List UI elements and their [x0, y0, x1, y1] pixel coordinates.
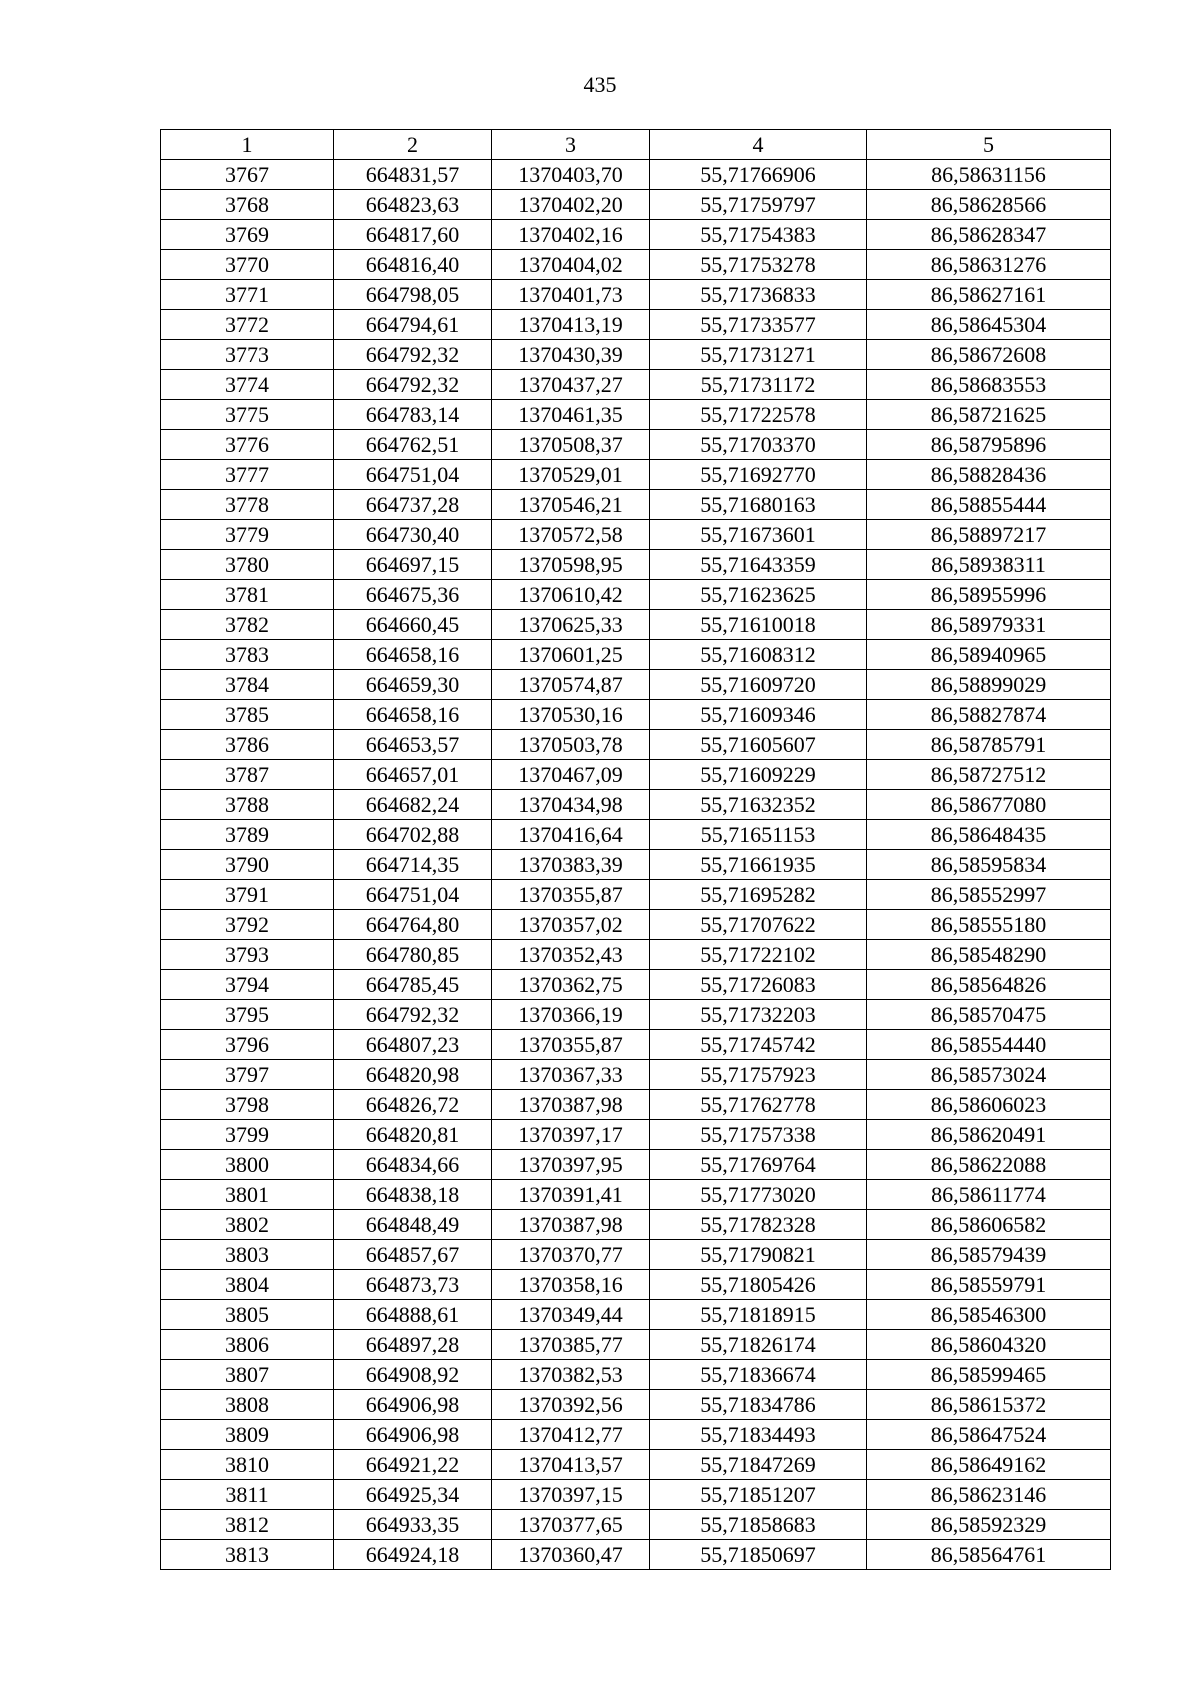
table-cell: 664794,61	[334, 310, 492, 340]
table-cell: 86,58785791	[867, 730, 1111, 760]
table-cell: 1370402,20	[492, 190, 650, 220]
table-cell: 3779	[161, 520, 334, 550]
table-cell: 55,71695282	[650, 880, 867, 910]
table-cell: 1370360,47	[492, 1540, 650, 1570]
table-cell: 664908,92	[334, 1360, 492, 1390]
table-cell: 86,58599465	[867, 1360, 1111, 1390]
table-cell: 1370437,27	[492, 370, 650, 400]
table-cell: 86,58595834	[867, 850, 1111, 880]
table-cell: 1370574,87	[492, 670, 650, 700]
table-cell: 86,58677080	[867, 790, 1111, 820]
table-cell: 1370467,09	[492, 760, 650, 790]
table-row	[161, 1540, 1111, 1570]
table-cell: 3808	[161, 1390, 334, 1420]
table-cell: 1370601,25	[492, 640, 650, 670]
table-cell: 1370529,01	[492, 460, 650, 490]
table-cell: 3800	[161, 1150, 334, 1180]
table-cell: 86,58623146	[867, 1480, 1111, 1510]
table-cell: 1370434,98	[492, 790, 650, 820]
table-cell: 3790	[161, 850, 334, 880]
table-row	[161, 520, 1111, 550]
table-cell: 55,71826174	[650, 1330, 867, 1360]
table-row	[161, 1480, 1111, 1510]
column-header-1: 1	[161, 130, 334, 160]
table-cell: 1370366,19	[492, 1000, 650, 1030]
table-row	[161, 1450, 1111, 1480]
table-cell: 3802	[161, 1210, 334, 1240]
table-cell: 1370404,02	[492, 250, 650, 280]
table-row	[161, 160, 1111, 190]
table-cell: 3805	[161, 1300, 334, 1330]
table-cell: 1370403,70	[492, 160, 650, 190]
table-cell: 55,71757923	[650, 1060, 867, 1090]
table-cell: 1370503,78	[492, 730, 650, 760]
table-cell: 3786	[161, 730, 334, 760]
table-row	[161, 1120, 1111, 1150]
table-row	[161, 1420, 1111, 1450]
table-cell: 55,71773020	[650, 1180, 867, 1210]
table-cell: 3784	[161, 670, 334, 700]
table-cell: 1370413,19	[492, 310, 650, 340]
table-cell: 3772	[161, 310, 334, 340]
table-cell: 55,71851207	[650, 1480, 867, 1510]
table-row	[161, 1150, 1111, 1180]
table-cell: 3795	[161, 1000, 334, 1030]
table-cell: 1370355,87	[492, 880, 650, 910]
table-cell: 3809	[161, 1420, 334, 1450]
table-cell: 664826,72	[334, 1090, 492, 1120]
table-cell: 664921,22	[334, 1450, 492, 1480]
table-cell: 3769	[161, 220, 334, 250]
table-row	[161, 190, 1111, 220]
table-cell: 55,71731172	[650, 370, 867, 400]
table-cell: 55,71703370	[650, 430, 867, 460]
table-row	[161, 1360, 1111, 1390]
table-cell: 55,71766906	[650, 160, 867, 190]
table-cell: 86,58554440	[867, 1030, 1111, 1060]
table-row	[161, 730, 1111, 760]
table-row	[161, 1510, 1111, 1540]
table-row	[161, 1030, 1111, 1060]
table-cell: 1370367,33	[492, 1060, 650, 1090]
table-cell: 1370416,64	[492, 820, 650, 850]
table-row	[161, 1270, 1111, 1300]
table-cell: 86,58548290	[867, 940, 1111, 970]
table-cell: 55,71632352	[650, 790, 867, 820]
table-cell: 3796	[161, 1030, 334, 1060]
table-cell: 86,58579439	[867, 1240, 1111, 1270]
table-cell: 55,71722578	[650, 400, 867, 430]
table-cell: 664657,01	[334, 760, 492, 790]
table-cell: 1370362,75	[492, 970, 650, 1000]
table-row	[161, 940, 1111, 970]
table-cell: 86,58628347	[867, 220, 1111, 250]
table-cell: 55,71836674	[650, 1360, 867, 1390]
table-cell: 1370508,37	[492, 430, 650, 460]
table-cell: 86,58606023	[867, 1090, 1111, 1120]
table-cell: 664873,73	[334, 1270, 492, 1300]
table-row	[161, 880, 1111, 910]
table-cell: 1370377,65	[492, 1510, 650, 1540]
table-cell: 1370382,53	[492, 1360, 650, 1390]
table-cell: 664798,05	[334, 280, 492, 310]
table-cell: 55,71757338	[650, 1120, 867, 1150]
table-cell: 3791	[161, 880, 334, 910]
table-row	[161, 580, 1111, 610]
table-cell: 3778	[161, 490, 334, 520]
table-cell: 86,58628566	[867, 190, 1111, 220]
table-cell: 86,58855444	[867, 490, 1111, 520]
table-cell: 55,71651153	[650, 820, 867, 850]
table-cell: 664807,23	[334, 1030, 492, 1060]
table-cell: 3797	[161, 1060, 334, 1090]
table-cell: 664823,63	[334, 190, 492, 220]
table-cell: 55,71762778	[650, 1090, 867, 1120]
table-cell: 86,58683553	[867, 370, 1111, 400]
table-cell: 55,71722102	[650, 940, 867, 970]
table-row	[161, 1000, 1111, 1030]
table-cell: 3773	[161, 340, 334, 370]
table-row	[161, 220, 1111, 250]
table-row	[161, 1090, 1111, 1120]
table-row	[161, 910, 1111, 940]
table-cell: 3780	[161, 550, 334, 580]
table-cell: 664834,66	[334, 1150, 492, 1180]
table-cell: 86,58604320	[867, 1330, 1111, 1360]
table-cell: 3813	[161, 1540, 334, 1570]
table-row	[161, 1060, 1111, 1090]
table-cell: 55,71605607	[650, 730, 867, 760]
table-row	[161, 1180, 1111, 1210]
table-cell: 1370397,15	[492, 1480, 650, 1510]
table-cell: 664906,98	[334, 1420, 492, 1450]
table-cell: 664751,04	[334, 880, 492, 910]
table-cell: 86,58899029	[867, 670, 1111, 700]
column-header-2: 2	[334, 130, 492, 160]
table-cell: 86,58559791	[867, 1270, 1111, 1300]
table-cell: 664785,45	[334, 970, 492, 1000]
table-cell: 1370357,02	[492, 910, 650, 940]
table-cell: 664653,57	[334, 730, 492, 760]
table-cell: 55,71759797	[650, 190, 867, 220]
table-cell: 664820,98	[334, 1060, 492, 1090]
table-cell: 664888,61	[334, 1300, 492, 1330]
table-cell: 664658,16	[334, 640, 492, 670]
table-row	[161, 460, 1111, 490]
table-header	[161, 130, 1111, 160]
table-cell: 86,58649162	[867, 1450, 1111, 1480]
table-cell: 1370352,43	[492, 940, 650, 970]
table-cell: 1370355,87	[492, 1030, 650, 1060]
table-cell: 1370430,39	[492, 340, 650, 370]
table-cell: 3811	[161, 1480, 334, 1510]
table-cell: 55,71769764	[650, 1150, 867, 1180]
table-cell: 664838,18	[334, 1180, 492, 1210]
table-cell: 55,71661935	[650, 850, 867, 880]
table-cell: 3789	[161, 820, 334, 850]
table-cell: 55,71733577	[650, 310, 867, 340]
table-cell: 86,58645304	[867, 310, 1111, 340]
table-cell: 664792,32	[334, 340, 492, 370]
table-cell: 1370530,16	[492, 700, 650, 730]
table-cell: 55,71726083	[650, 970, 867, 1000]
table-cell: 1370610,42	[492, 580, 650, 610]
table-cell: 664924,18	[334, 1540, 492, 1570]
table-cell: 3810	[161, 1450, 334, 1480]
table-cell: 86,58564826	[867, 970, 1111, 1000]
table-cell: 3788	[161, 790, 334, 820]
table-cell: 86,58555180	[867, 910, 1111, 940]
table-row	[161, 670, 1111, 700]
table-cell: 1370385,77	[492, 1330, 650, 1360]
table-cell: 664783,14	[334, 400, 492, 430]
table-cell: 664702,88	[334, 820, 492, 850]
coordinates-table	[160, 129, 1111, 1570]
table-cell: 1370461,35	[492, 400, 650, 430]
table-row	[161, 790, 1111, 820]
table-cell: 664897,28	[334, 1330, 492, 1360]
table-cell: 86,58672608	[867, 340, 1111, 370]
table-cell: 55,71736833	[650, 280, 867, 310]
table-row	[161, 820, 1111, 850]
table-cell: 86,58570475	[867, 1000, 1111, 1030]
table-cell: 1370412,77	[492, 1420, 650, 1450]
table-row	[161, 1390, 1111, 1420]
header-row	[161, 130, 1111, 160]
table-cell: 1370401,73	[492, 280, 650, 310]
table-cell: 664816,40	[334, 250, 492, 280]
table-cell: 3775	[161, 400, 334, 430]
table-cell: 3768	[161, 190, 334, 220]
table-cell: 1370572,58	[492, 520, 650, 550]
table-cell: 3785	[161, 700, 334, 730]
table-cell: 1370387,98	[492, 1090, 650, 1120]
table-cell: 664857,67	[334, 1240, 492, 1270]
table-cell: 3771	[161, 280, 334, 310]
table-cell: 1370349,44	[492, 1300, 650, 1330]
table-cell: 86,58592329	[867, 1510, 1111, 1540]
table-cell: 664906,98	[334, 1390, 492, 1420]
table-cell: 3798	[161, 1090, 334, 1120]
table-cell: 86,58828436	[867, 460, 1111, 490]
table-cell: 86,58546300	[867, 1300, 1111, 1330]
table-cell: 55,71818915	[650, 1300, 867, 1330]
table-cell: 664820,81	[334, 1120, 492, 1150]
table-row	[161, 250, 1111, 280]
table-cell: 3774	[161, 370, 334, 400]
table-cell: 1370370,77	[492, 1240, 650, 1270]
table-cell: 86,58938311	[867, 550, 1111, 580]
table-cell: 664925,34	[334, 1480, 492, 1510]
table-cell: 664737,28	[334, 490, 492, 520]
table-cell: 3776	[161, 430, 334, 460]
table-cell: 55,71707622	[650, 910, 867, 940]
table-cell: 1370413,57	[492, 1450, 650, 1480]
table-cell: 664792,32	[334, 370, 492, 400]
table-cell: 55,71858683	[650, 1510, 867, 1540]
table-row	[161, 1210, 1111, 1240]
table-cell: 86,58648435	[867, 820, 1111, 850]
table-cell: 3812	[161, 1510, 334, 1540]
table-cell: 3793	[161, 940, 334, 970]
table-cell: 1370397,17	[492, 1120, 650, 1150]
column-header-3: 3	[492, 130, 650, 160]
table-cell: 86,58620491	[867, 1120, 1111, 1150]
table-cell: 3792	[161, 910, 334, 940]
table-cell: 86,58552997	[867, 880, 1111, 910]
table-cell: 3804	[161, 1270, 334, 1300]
table-row	[161, 340, 1111, 370]
table-cell: 86,58631156	[867, 160, 1111, 190]
table-cell: 55,71680163	[650, 490, 867, 520]
table-cell: 3803	[161, 1240, 334, 1270]
table-row	[161, 1300, 1111, 1330]
table-cell: 664697,15	[334, 550, 492, 580]
table-cell: 3781	[161, 580, 334, 610]
table-cell: 1370392,56	[492, 1390, 650, 1420]
table-cell: 664817,60	[334, 220, 492, 250]
table-cell: 86,58631276	[867, 250, 1111, 280]
table-cell: 1370397,95	[492, 1150, 650, 1180]
table-cell: 664751,04	[334, 460, 492, 490]
table-cell: 664660,45	[334, 610, 492, 640]
table-cell: 55,71623625	[650, 580, 867, 610]
table-cell: 86,58795896	[867, 430, 1111, 460]
table-cell: 1370625,33	[492, 610, 650, 640]
table-cell: 3807	[161, 1360, 334, 1390]
table-cell: 86,58611774	[867, 1180, 1111, 1210]
table-cell: 664831,57	[334, 160, 492, 190]
table-cell: 3783	[161, 640, 334, 670]
table-cell: 664792,32	[334, 1000, 492, 1030]
table-cell: 664764,80	[334, 910, 492, 940]
table-cell: 55,71745742	[650, 1030, 867, 1060]
table-cell: 3806	[161, 1330, 334, 1360]
table-cell: 55,71609720	[650, 670, 867, 700]
table-cell: 55,71732203	[650, 1000, 867, 1030]
table-row	[161, 280, 1111, 310]
table-cell: 86,58606582	[867, 1210, 1111, 1240]
table-cell: 86,58721625	[867, 400, 1111, 430]
table-cell: 86,58615372	[867, 1390, 1111, 1420]
table-cell: 3787	[161, 760, 334, 790]
table-cell: 86,58940965	[867, 640, 1111, 670]
table-cell: 86,58622088	[867, 1150, 1111, 1180]
table-cell: 55,71834493	[650, 1420, 867, 1450]
table-cell: 664730,40	[334, 520, 492, 550]
table-cell: 1370546,21	[492, 490, 650, 520]
table-cell: 86,58979331	[867, 610, 1111, 640]
table-cell: 664675,36	[334, 580, 492, 610]
table-row	[161, 970, 1111, 1000]
table-cell: 86,58647524	[867, 1420, 1111, 1450]
table-cell: 3777	[161, 460, 334, 490]
table-cell: 3799	[161, 1120, 334, 1150]
table-cell: 664848,49	[334, 1210, 492, 1240]
table-body	[161, 160, 1111, 1570]
column-header-5: 5	[867, 130, 1111, 160]
table-cell: 86,58727512	[867, 760, 1111, 790]
table-cell: 664780,85	[334, 940, 492, 970]
table-row	[161, 1330, 1111, 1360]
table-cell: 1370391,41	[492, 1180, 650, 1210]
column-header-4: 4	[650, 130, 867, 160]
table-cell: 55,71609346	[650, 700, 867, 730]
table-row	[161, 700, 1111, 730]
table-cell: 3794	[161, 970, 334, 1000]
table-row	[161, 640, 1111, 670]
table-cell: 3782	[161, 610, 334, 640]
table-cell: 1370383,39	[492, 850, 650, 880]
table-cell: 86,58827874	[867, 700, 1111, 730]
table-cell: 55,71847269	[650, 1450, 867, 1480]
table-cell: 664658,16	[334, 700, 492, 730]
table-row	[161, 550, 1111, 580]
table-cell: 3801	[161, 1180, 334, 1210]
table-cell: 55,71834786	[650, 1390, 867, 1420]
table-cell: 3770	[161, 250, 334, 280]
table-cell: 664933,35	[334, 1510, 492, 1540]
table-row	[161, 310, 1111, 340]
table-row	[161, 430, 1111, 460]
table-row	[161, 370, 1111, 400]
table-cell: 55,71608312	[650, 640, 867, 670]
table-cell: 664714,35	[334, 850, 492, 880]
table-cell: 1370598,95	[492, 550, 650, 580]
table-cell: 86,58564761	[867, 1540, 1111, 1570]
table-cell: 86,58897217	[867, 520, 1111, 550]
table-cell: 664762,51	[334, 430, 492, 460]
table-cell: 55,71731271	[650, 340, 867, 370]
table-cell: 55,71610018	[650, 610, 867, 640]
table-cell: 1370387,98	[492, 1210, 650, 1240]
table-cell: 55,71609229	[650, 760, 867, 790]
table-cell: 3767	[161, 160, 334, 190]
table-cell: 55,71805426	[650, 1270, 867, 1300]
table-cell: 664682,24	[334, 790, 492, 820]
table-cell: 55,71782328	[650, 1210, 867, 1240]
table-cell: 55,71790821	[650, 1240, 867, 1270]
table-row	[161, 760, 1111, 790]
table-row	[161, 850, 1111, 880]
table-cell: 1370358,16	[492, 1270, 650, 1300]
table-cell: 55,71643359	[650, 550, 867, 580]
table-cell: 1370402,16	[492, 220, 650, 250]
table-cell: 86,58627161	[867, 280, 1111, 310]
table-row	[161, 1240, 1111, 1270]
table-cell: 55,71692770	[650, 460, 867, 490]
page-number: 435	[583, 72, 617, 97]
table-cell: 55,71850697	[650, 1540, 867, 1570]
table-cell: 55,71673601	[650, 520, 867, 550]
table-cell: 55,71754383	[650, 220, 867, 250]
table-row	[161, 490, 1111, 520]
table-cell: 664659,30	[334, 670, 492, 700]
table-row	[161, 610, 1111, 640]
table-row	[161, 400, 1111, 430]
table-cell: 86,58573024	[867, 1060, 1111, 1090]
table-cell: 55,71753278	[650, 250, 867, 280]
table-cell: 86,58955996	[867, 580, 1111, 610]
